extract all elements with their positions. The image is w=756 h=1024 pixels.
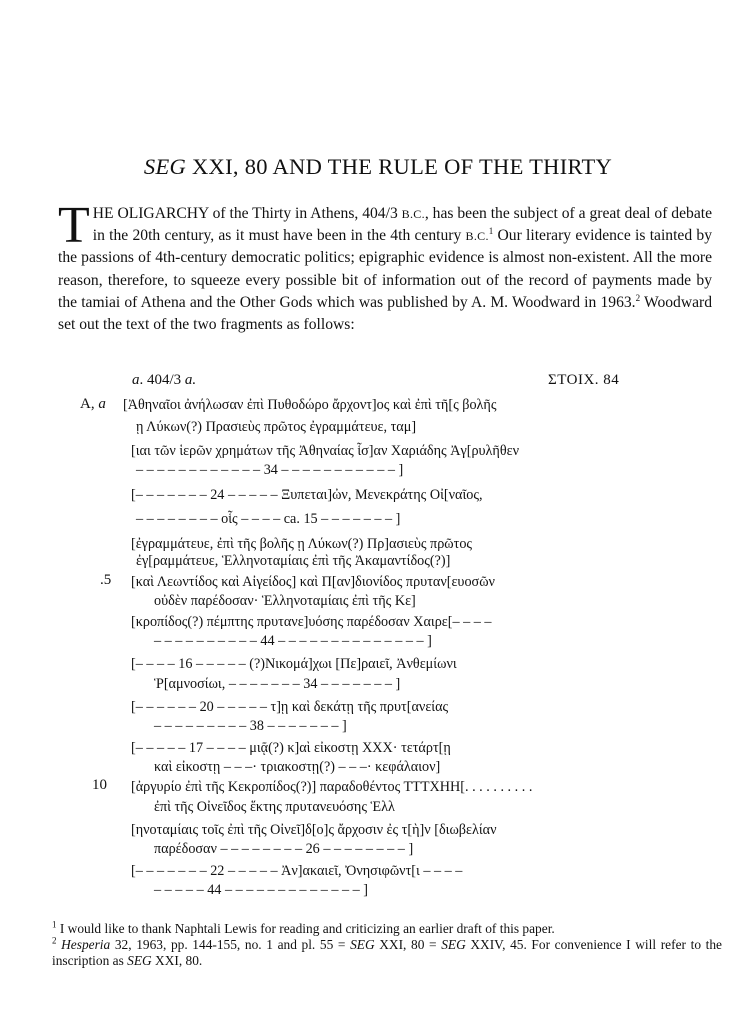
date-circa: a (132, 372, 140, 388)
inscription-line: [– – – – – – – 24 – – – – – Ξυπεται]ὠν, Μενεκράτης Οἰ[ναῖος, (131, 487, 483, 503)
footnote-2 (52, 937, 722, 969)
title-seg: SEG (143, 154, 187, 179)
footnote-text: I would like to thank Naphtali Lewis for reading and criticizing an earlier draft of this paper. (56, 921, 555, 936)
inscription-line: [– – – – 16 – – – – – (?)Νικομά]χωι [Πε]ραιεῖ, Ἀνθεμίωνι (131, 656, 457, 672)
intro-text-2: , has been the subject of a great deal of debate in the 20th century, as it must have been in the 4th century (92, 205, 712, 245)
line-number-5: .5 (100, 572, 112, 588)
intro-paragraph (58, 197, 713, 336)
article-title (0, 154, 756, 180)
inscription-line: [Ἀθηναῖοι ἀνήλωσαν ἐπὶ Πυθοδώρο ἄρχοντ]ος καὶ ἐπὶ τῆ[ς βολῆς (123, 397, 497, 413)
footnote-text: XXI, 80. (151, 953, 203, 968)
intro-text-4: Woodward set out the text of the two fragments as follows: (58, 293, 713, 334)
footnote-ref-2[interactable]: 2 (635, 292, 641, 303)
footnote-number: 2 (52, 935, 57, 946)
bc-abbrev: B.C. (401, 207, 425, 221)
fragment-letter: A, (80, 396, 99, 412)
inscription-line: ἐγ[ραμμάτευε, Ἑλληνοταμίαις ἐπὶ τῆς Ἀκαμαντίδος(?)] (136, 553, 451, 569)
seg-abbrev: SEG (350, 937, 375, 952)
inscription-line: [κροπίδος(?) πέμπτης πρυτανε]υόσης παρέδοσαν Χαιρε[– – – – (131, 614, 492, 630)
fragment-sub: a (98, 396, 106, 412)
stoichedon-count: ΣΤΟΙΧ. 84 (548, 372, 620, 388)
drop-cap: T (58, 197, 90, 254)
footnote-ref-1[interactable]: 1 (488, 226, 494, 237)
inscription-line: οὐδὲν παρέδοσαν· Ἑλληνοταμίαις ἐπὶ τῆς Κε] (154, 593, 416, 609)
inscription-line: – – – – – 44 – – – – – – – – – – – – – ] (154, 882, 368, 898)
inscription-line: [ἐγραμμάτευε, ἐπὶ τῆς βολῆς ῃ Λύκων(?) Πρ]ασιεὺς πρῶτος (131, 536, 473, 552)
inscription-line: [– – – – – 17 – – – – μιᾷ(?) κ]αὶ εἰκοστῃ ΧΧΧ· τετάρτ[ῃ (131, 740, 451, 756)
inscription-line: [ιαι τῶν ἱερῶν χρημάτων τῆς Ἀθηναίας ἷσ]αν Χαριάδης Ἀγ[ρυλῆθεν (131, 443, 520, 459)
inscription-line: παρέδοσαν – – – – – – – – 26 – – – – – – – – ] (154, 841, 414, 857)
inscription-line: [– – – – – – 20 – – – – – τ]ῃ καὶ δεκάτῃ τῆς πρυτ[ανείας (131, 699, 449, 715)
intro-text-3: Our literary evidence is tainted by the passions of 4th-century democratic politics; epigraphic evidence is almost non-existent. All the more reason, therefore, to squeeze every possible bit of information out of the record of payments made by the tamiai of Athena and the Other Gods which was published by A. M. Woodward in 1963. (58, 227, 712, 311)
intro-text-1: HE OLIGARCHY of the Thirty in Athens, 404/3 (92, 205, 402, 222)
inscription-line: – – – – – – – – οἷς – – – – ca. 15 – – – – – – – ] (136, 511, 401, 527)
seg-abbrev: SEG (441, 937, 466, 952)
inscription-line: [– – – – – – – 22 – – – – – Ἀν]ακαιεῖ, Ὀνησιφῶντ[ι – – – – (131, 863, 463, 879)
date-ante: a. (184, 372, 197, 388)
journal-name: Hesperia (61, 937, 111, 952)
inscription-date (132, 372, 196, 389)
footnote-1 (52, 921, 722, 937)
line-number-10: 10 (92, 777, 107, 793)
inscription-line: καὶ εἰκοστῃ – – –· τριακοστῃ(?) – – –· κεφάλαιον] (154, 759, 441, 775)
seg-abbrev: SEG (127, 953, 152, 968)
footnote-text: XXIV, 45. For convenience I will refer to the inscription as (52, 937, 722, 968)
date-year: . 404/3 (139, 372, 185, 388)
inscription-line: ῃ Λύκων(?) Πρασιεὺς πρῶτος ἐγραμμάτευε, ταμ] (136, 419, 417, 435)
inscription-line: – – – – – – – – – – – – 34 – – – – – – – – – – – ] (136, 462, 404, 478)
inscription-line: Ῥ[αμνοσίωι, – – – – – – – 34 – – – – – – – ] (154, 676, 401, 692)
footnote-number: 1 (52, 919, 57, 930)
footnote-text: 32, 1963, pp. 144-155, no. 1 and pl. 55 = (110, 937, 351, 952)
inscription-line: ἐπὶ τῆς Οἰνεῖδος ἕκτης πρυτανευόσης Ἑλλ (154, 799, 395, 815)
title-text: XXI, 80 AND THE RULE OF THE THIRTY (186, 154, 613, 179)
inscription-line: [καὶ Λεωντίδος καὶ Αἰγείδος] καὶ Π[αν]διονίδος πρυταν[ευοσῶν (131, 574, 495, 590)
footnote-text: XXI, 80 = (374, 937, 442, 952)
inscription-line: – – – – – – – – – 38 – – – – – – – ] (154, 718, 347, 734)
bc-abbrev: B.C. (465, 229, 489, 244)
inscription-line: – – – – – – – – – – 44 – – – – – – – – – – – – – – ] (154, 633, 432, 649)
inscription-line: [ἀργυρίο ἐπὶ τῆς Κεκροπίδος(?)] παραδοθέντος ΤΤΤΧΗΗ[. . . . . . . . . . (131, 779, 533, 795)
inscription-line: [ηνοταμίαις τοῖς ἐπὶ τῆς Οἰνεῖ]δ[ο]ς ἄρχοσιν ἐς τ[ὴ]ν [διωβελίαν (131, 822, 497, 838)
fragment-label (80, 396, 106, 413)
